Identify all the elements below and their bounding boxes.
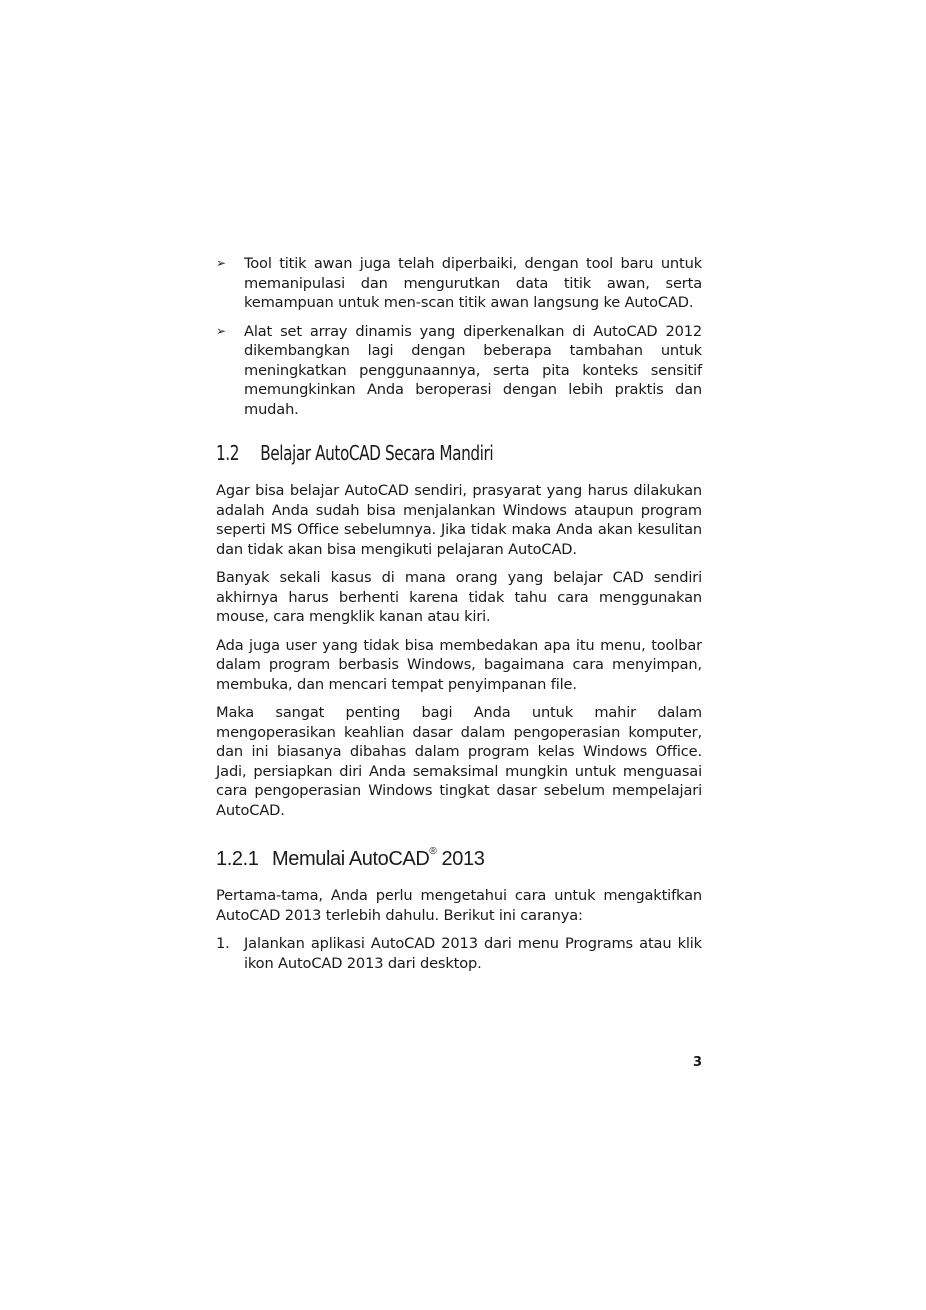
bullet-text: Alat set array dinamis yang diperkenalkan di AutoCAD 2012 dikembangkan lagi dengan beberapa tambahan untuk meningkatkan penggunaannya, serta pita konteks sensitif memungkinkan Anda beroperasi dengan lebih praktis dan mudah. <box>244 322 702 418</box>
feature-bullet-list <box>216 254 702 419</box>
subsection-number: 1.2.1 <box>216 848 259 870</box>
bullet-item <box>216 322 702 420</box>
paragraph: Banyak sekali kasus di mana orang yang belajar CAD sendiri akhirnya harus berhenti karena tidak tahu cara menggunakan mouse, cara mengklik kanan atau kiri. <box>216 569 702 625</box>
paragraph: Ada juga user yang tidak bisa membedakan apa itu menu, toolbar dalam program berbasis Windows, bagaimana cara menyimpan, membuka, dan mencari tempat penyimpanan file. <box>216 636 702 693</box>
subsection-title-year: 2013 <box>441 848 485 870</box>
page-content <box>216 254 702 973</box>
bullet-text: Tool titik awan juga telah diperbaiki, dengan tool baru untuk memanipulasi dan mengurutkan data titik awan, serta kemampuan untuk men-scan titik awan langsung ke AutoCAD. <box>244 255 702 311</box>
registered-mark: ® <box>429 846 437 857</box>
section-title: Belajar AutoCAD Secara Mandiri <box>260 441 494 465</box>
steps-list <box>216 934 702 973</box>
subsection-heading <box>216 848 702 871</box>
arrowhead-bullet-icon: ➢ <box>216 323 226 338</box>
bullet-item <box>216 254 702 313</box>
subsection-title: Memulai AutoCAD <box>272 848 430 870</box>
paragraph: Maka sangat penting bagi Anda untuk mahir dalam mengoperasikan keahlian dasar dalam pengoperasian komputer, dan ini biasanya dibahas dalam program kelas Windows Office. Jadi, persiapkan diri Anda semaksimal mungkin untuk menguasai cara pengoperasian Windows tingkat dasar sebelum mempelajari AutoCAD. <box>216 704 702 819</box>
arrowhead-bullet-icon: ➢ <box>216 256 226 270</box>
step-item <box>216 934 702 973</box>
section-heading <box>216 441 629 465</box>
step-number: 1. <box>216 935 230 952</box>
step-text: Jalankan aplikasi AutoCAD 2013 dari menu Programs atau klik ikon AutoCAD 2013 dari desktop. <box>244 935 702 972</box>
section-number: 1.2 <box>216 441 240 465</box>
paragraph: Pertama-tama, Anda perlu mengetahui cara untuk mengaktifkan AutoCAD 2013 terlebih dahulu. Berikut ini caranya: <box>216 887 702 924</box>
page-number: 3 <box>693 1055 703 1070</box>
paragraph: Agar bisa belajar AutoCAD sendiri, prasyarat yang harus dilakukan adalah Anda sudah bisa menjalankan Windows ataupun program seperti MS Office sebelumnya. Jika tidak maka Anda akan kesulitan dan tidak akan bisa mengikuti pelajaran AutoCAD. <box>216 482 702 558</box>
